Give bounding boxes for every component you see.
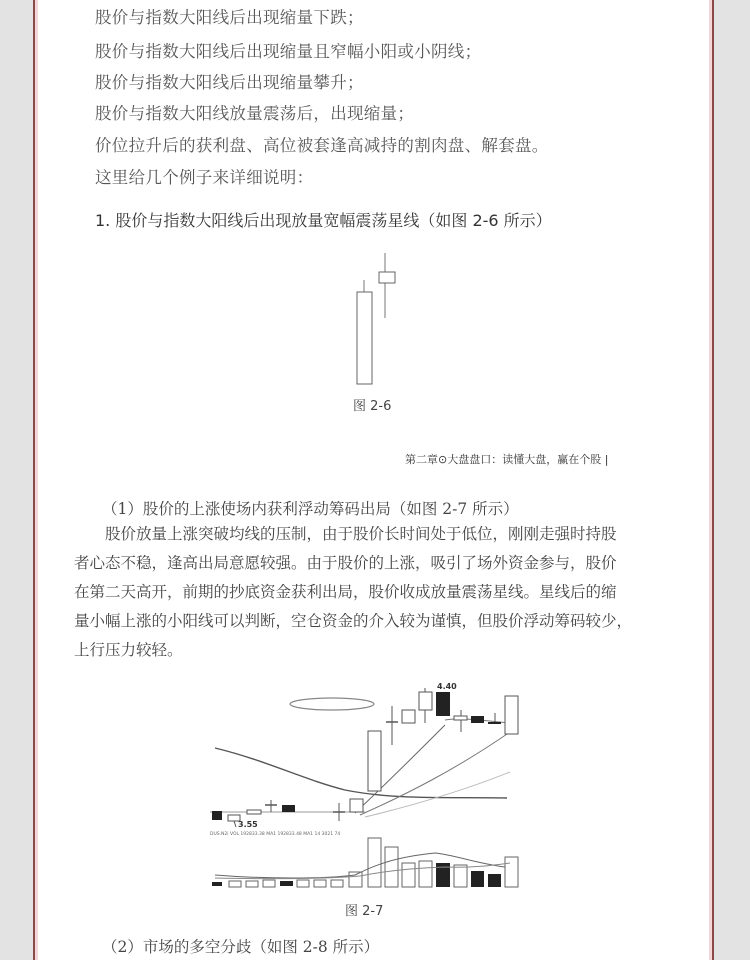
candle-1-body bbox=[357, 292, 372, 384]
volume-bar bbox=[505, 857, 518, 887]
ma-light-line bbox=[365, 772, 510, 817]
figure-2-7-chart bbox=[205, 675, 525, 895]
volume-bar bbox=[263, 880, 275, 887]
figure-2-6-candlesticks bbox=[340, 240, 400, 390]
section-heading: 1. 股价与指数大阳线后出现放量宽幅震荡星线（如图 2-6 所示） bbox=[95, 211, 552, 230]
body-paragraph bbox=[74, 520, 654, 665]
subsection-2-heading: （2）市场的多空分歧（如图 2-8 所示） bbox=[102, 938, 380, 956]
paragraph-line: 量小幅上涨的小阳线可以判断，空仓资金的介入较为谨慎，但股价浮动筹码较少， bbox=[74, 612, 633, 630]
volume-bar bbox=[280, 881, 293, 886]
figure-2-7-caption: 图 2-7 bbox=[345, 904, 384, 919]
volume-bar bbox=[454, 865, 467, 887]
candle-2-body bbox=[379, 272, 395, 283]
candle bbox=[419, 692, 432, 710]
volume-bar bbox=[212, 882, 222, 886]
page-edge-right bbox=[709, 0, 712, 960]
volume-bar bbox=[402, 863, 415, 887]
candle-high bbox=[436, 692, 450, 716]
volume-bar bbox=[246, 881, 258, 887]
volume-bar bbox=[471, 871, 484, 887]
volume-bar bbox=[297, 880, 309, 887]
volume-legend: DUS.N2i VOL 192833.38 MA1 192833.48 MA1 14 3021 74 bbox=[210, 832, 341, 837]
list-line: 股价与指数大阳线放量震荡后，出现缩量； bbox=[95, 104, 415, 123]
volume-bar bbox=[368, 838, 381, 887]
candle bbox=[282, 805, 295, 812]
volume-bar bbox=[488, 874, 501, 887]
list-line: 股价与指数大阳线后出现缩量且窄幅小阳或小阴线； bbox=[95, 42, 482, 61]
low-pointer bbox=[234, 821, 236, 827]
list-line: 价位拉升后的获利盘、高位被套逢高减持的割肉盘、解套盘。 bbox=[95, 136, 549, 155]
list-line: 股价与指数大阳线后出现缩量下跌； bbox=[95, 8, 364, 27]
paragraph-line: 在第二天高开，前期的抄底资金获利出局，股价收成放量震荡星线。星线后的缩 bbox=[74, 583, 617, 601]
paragraph-line: 上行压力较轻。 bbox=[74, 641, 183, 659]
figure-2-6-caption: 图 2-6 bbox=[353, 399, 392, 414]
list-line: 股价与指数大阳线后出现缩量攀升； bbox=[95, 73, 364, 92]
ma-long-line bbox=[215, 748, 507, 798]
candle bbox=[368, 731, 381, 791]
paragraph-line: 者心态不稳，逢高出局意愿较强。由于股价的上涨，吸引了场外资金参与，股价 bbox=[74, 554, 617, 572]
ma-short-line bbox=[360, 732, 510, 815]
highlight-ellipse bbox=[290, 698, 374, 710]
low-price-label: 3.55 bbox=[238, 820, 258, 829]
paragraph-line: 股价放量上涨突破均线的压制，由于股价长时间处于低位，刚刚走强时持股 bbox=[105, 525, 617, 543]
volume-bar bbox=[385, 847, 398, 887]
candle bbox=[212, 811, 222, 820]
subsection-1-heading: （1）股价的上涨使场内获利浮动筹码出局（如图 2-7 所示） bbox=[102, 500, 519, 518]
volume-bars bbox=[212, 838, 518, 887]
candle bbox=[454, 716, 467, 720]
candle bbox=[471, 716, 484, 723]
running-header: 第二章⊙大盘盘口：读懂大盘，赢在个股 | bbox=[405, 453, 609, 466]
list-line: 这里给几个例子来详细说明： bbox=[95, 168, 314, 187]
candle bbox=[402, 710, 415, 723]
volume-bar bbox=[314, 880, 326, 887]
candle bbox=[247, 810, 261, 814]
candle bbox=[505, 696, 518, 734]
page-edge-left bbox=[35, 0, 38, 960]
candle bbox=[350, 799, 363, 812]
high-price-label: 4.40 bbox=[437, 682, 457, 691]
volume-bar bbox=[419, 861, 432, 887]
volume-bar bbox=[331, 880, 343, 887]
volume-bar bbox=[229, 881, 241, 887]
